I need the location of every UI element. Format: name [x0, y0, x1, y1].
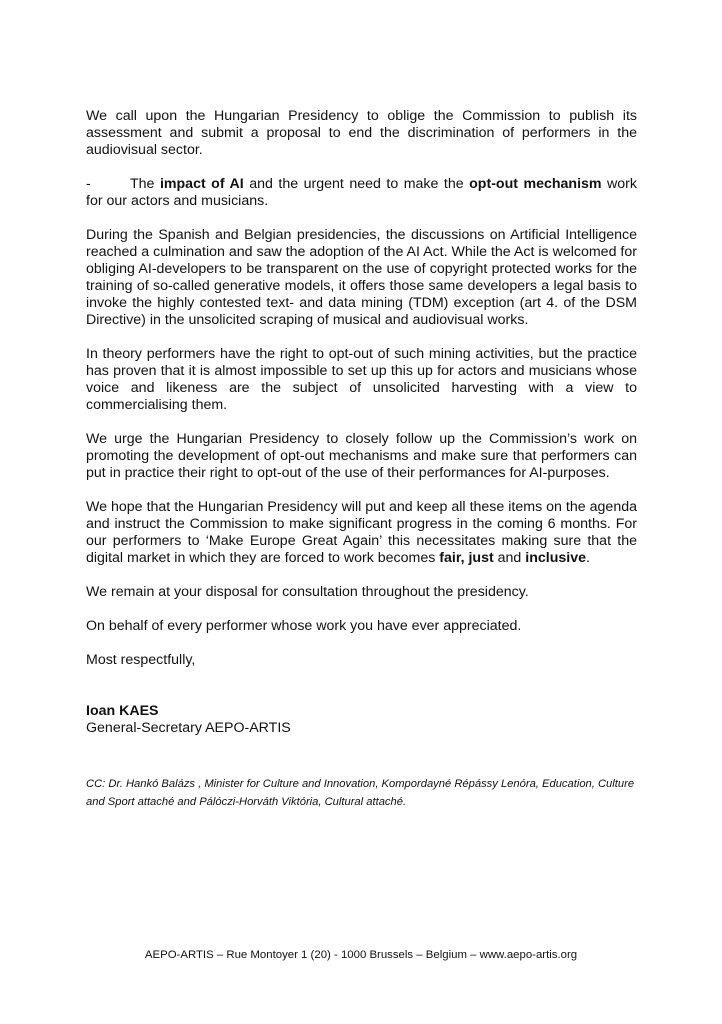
- paragraph-hope-text-3: .: [585, 550, 590, 566]
- cc-line: CC: Dr. Hankó Balázs , Minister for Culture and Innovation, Kompordayné Répássy Lenóra, Education, Culture and Sport attaché and Pálóczi-Horváth Viktória, Cultural attaché.: [86, 778, 635, 808]
- closing-salutation: Most respectfully,: [86, 652, 196, 668]
- signatory-title: General-Secretary AEPO-ARTIS: [86, 720, 291, 736]
- paragraph-urge-presidency: We urge the Hungarian Presidency to closely follow up the Commission’s work on promoting the development of opt-out mechanisms and make sure that performers can put in practice their right to opt-out of the use of their performances for AI-purposes.: [86, 431, 637, 481]
- signatory-name: Ioan KAES: [86, 703, 159, 719]
- paragraph-disposal: We remain at your disposal for consultation throughout the presidency.: [86, 584, 529, 600]
- paragraph-ai-act: During the Spanish and Belgian presidencies, the discussions on Artificial Intelligence reached a culmination and saw the adoption of the AI Act. While the Act is welcomed for obliging AI-developers to be transparent on the use of copyright protected works for the training of so-called generative models, it offers those same developers a legal basis to invoke the highly contested text- and data mining (TDM) exception (art 4. of the DSM Directive) in the unsolicited scraping of musical and audiovisual works.: [86, 227, 637, 328]
- paragraph-hope-text-2: and: [493, 550, 526, 566]
- bullet-text-2: and the urgent need to make the: [243, 176, 470, 192]
- page-footer: AEPO-ARTIS – Rue Montoyer 1 (20) - 1000 Brussels – Belgium – www.aepo-artis.org: [144, 949, 578, 961]
- paragraph-commission-assessment: We call upon the Hungarian Presidency to oblige the Commission to publish its assessment and submit a proposal to end the discrimination of performers in the audiovisual sector.: [86, 108, 637, 158]
- bullet-text-1: The: [130, 176, 160, 192]
- paragraph-on-behalf: On behalf of every performer whose work you have ever appreciated.: [86, 618, 522, 634]
- bullet-bold-impact-of-ai: impact of AI: [159, 176, 244, 192]
- paragraph-opt-out-theory: In theory performers have the right to opt-out of such mining activities, but the practice has proven that it is almost impossible to set up this up for actors and musicians whose voice and likeness are the subject of unsolicited harvesting with a view to commercialising them.: [86, 346, 637, 413]
- bold-inclusive: inclusive: [525, 550, 586, 566]
- letter-body: [86, 108, 637, 811]
- signature-block: [86, 703, 637, 737]
- bullet-dash: -: [86, 176, 91, 192]
- bullet-text-3: work for our actors and musicians.: [86, 176, 637, 209]
- bold-fair-just: fair, just: [439, 550, 494, 566]
- paragraph-hope-text-1: We hope that the Hungarian Presidency will put and keep all these items on the agenda and instruct the Commission to make significant progress in the coming 6 months. For our performers to ‘Make Europe Great Again’ this necessitates making sure that the digital market in which they are forced to work becomes: [86, 499, 637, 566]
- bullet-bold-opt-out-mechanism: opt-out mechanism: [469, 176, 602, 192]
- bullet-item-ai: [86, 176, 637, 210]
- paragraph-hope-presidency: [86, 499, 637, 567]
